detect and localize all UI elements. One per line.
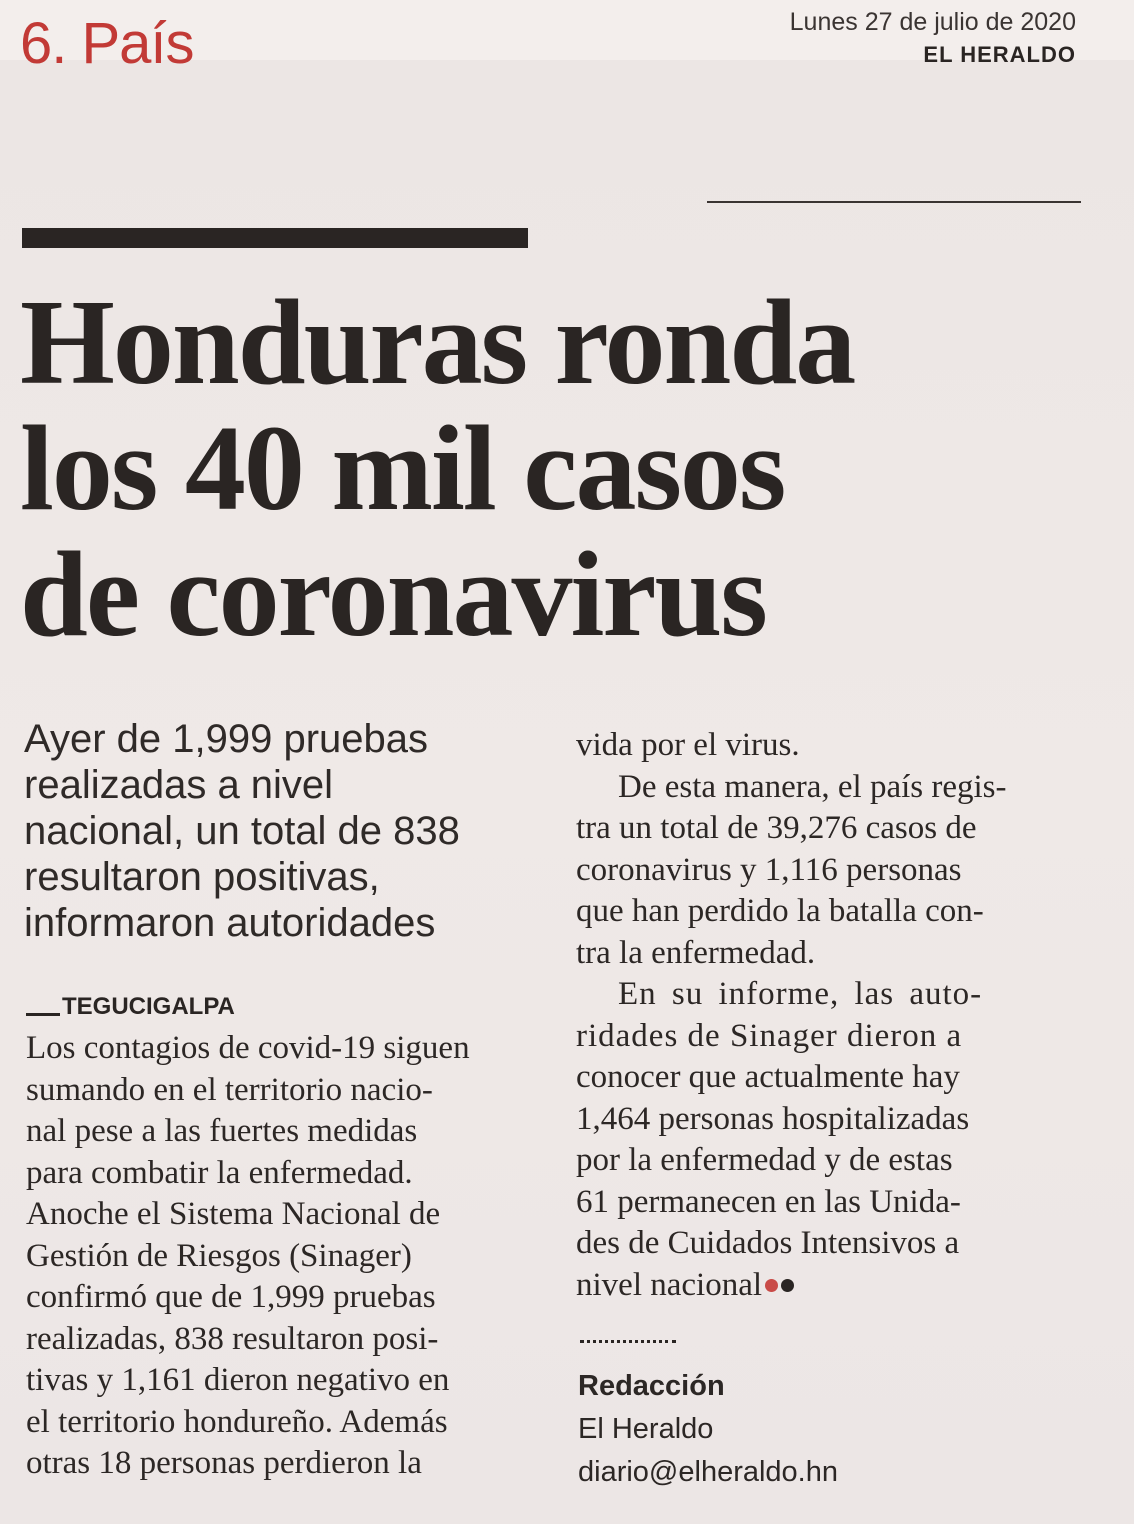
article-column-1 — [26, 1028, 538, 1485]
article-line: En su informe, las auto- — [618, 976, 983, 1012]
byline-publication: El Heraldo — [578, 1413, 714, 1445]
article-line: des de Cuidados Intensivos a — [576, 1225, 960, 1261]
article-line: Los contagios de covid-19 siguen — [26, 1030, 470, 1066]
dateline — [26, 993, 235, 1021]
headline-bar — [22, 228, 528, 248]
article-line: De esta manera, el país regis- — [618, 768, 1007, 805]
article-line: que han perdido la batalla con- — [576, 893, 984, 929]
article-line: coronavirus y 1,116 personas — [576, 851, 962, 888]
article-last-line — [576, 1265, 1088, 1307]
article-line: 61 permanecen en las Unida- — [576, 1183, 961, 1220]
dateline-dash — [26, 1013, 60, 1016]
headline-line: los 40 mil casos — [20, 401, 785, 536]
article-line: conocer que actualmente hay — [576, 1059, 960, 1095]
dateline-text: TEGUCIGALPA — [62, 993, 235, 1020]
article-line: para combatir la enfermedad. — [26, 1154, 413, 1191]
article-line: Anoche el Sistema Nacional de — [26, 1196, 441, 1232]
subheadline — [24, 716, 544, 946]
end-mark-black-dot — [781, 1279, 794, 1292]
headline-line: Honduras ronda — [20, 275, 855, 410]
article-line: el territorio hondureño. Además — [26, 1403, 448, 1440]
article-line: tra la enfermedad. — [576, 934, 816, 971]
subheadline-line: resultaron positivas, — [24, 855, 380, 899]
article-line: Gestión de Riesgos (Sinager) — [26, 1237, 412, 1274]
article-line: vida por el virus. — [576, 727, 800, 763]
subheadline-line: realizadas a nivel — [24, 763, 334, 807]
article-line: sumando en el territorio nacio- — [26, 1071, 433, 1108]
article-line: ridades de Sinager dieron a — [576, 1017, 963, 1054]
article-line: confirmó que de 1,999 pruebas — [26, 1279, 436, 1315]
subheadline-line: informaron autoridades — [24, 901, 436, 945]
article-line: otras 18 personas perdieron la — [26, 1445, 422, 1481]
article-line: tra un total de 39,276 casos de — [576, 810, 977, 846]
issue-date: Lunes 27 de julio de 2020 — [789, 8, 1076, 36]
credit-separator — [580, 1340, 676, 1343]
article-line: nivel nacional — [576, 1266, 763, 1303]
article-line: tivas y 1,161 dieron negativo en — [26, 1362, 450, 1398]
top-rule — [707, 201, 1081, 203]
section-label: 6. País — [20, 11, 194, 76]
subheadline-line: Ayer de 1,999 pruebas — [24, 717, 429, 761]
article-line: por la enfermedad y de estas — [576, 1142, 953, 1178]
byline-email[interactable]: diario@elheraldo.hn — [578, 1456, 838, 1488]
subheadline-line: nacional, un total de 838 — [24, 809, 460, 853]
end-mark-red-dot — [765, 1279, 778, 1292]
newspaper-name: EL HERALDO — [923, 42, 1076, 67]
article-column-2 — [576, 725, 1088, 1306]
article-line: 1,464 personas hospitalizadas — [576, 1100, 970, 1137]
article-line: realizadas, 838 resultaron posi- — [26, 1320, 439, 1357]
headline-line: de coronavirus — [20, 527, 766, 662]
article-line: nal pese a las fuertes medidas — [26, 1113, 418, 1149]
headline — [20, 275, 1100, 662]
byline — [578, 1365, 838, 1494]
byline-author: Redacción — [578, 1370, 725, 1402]
